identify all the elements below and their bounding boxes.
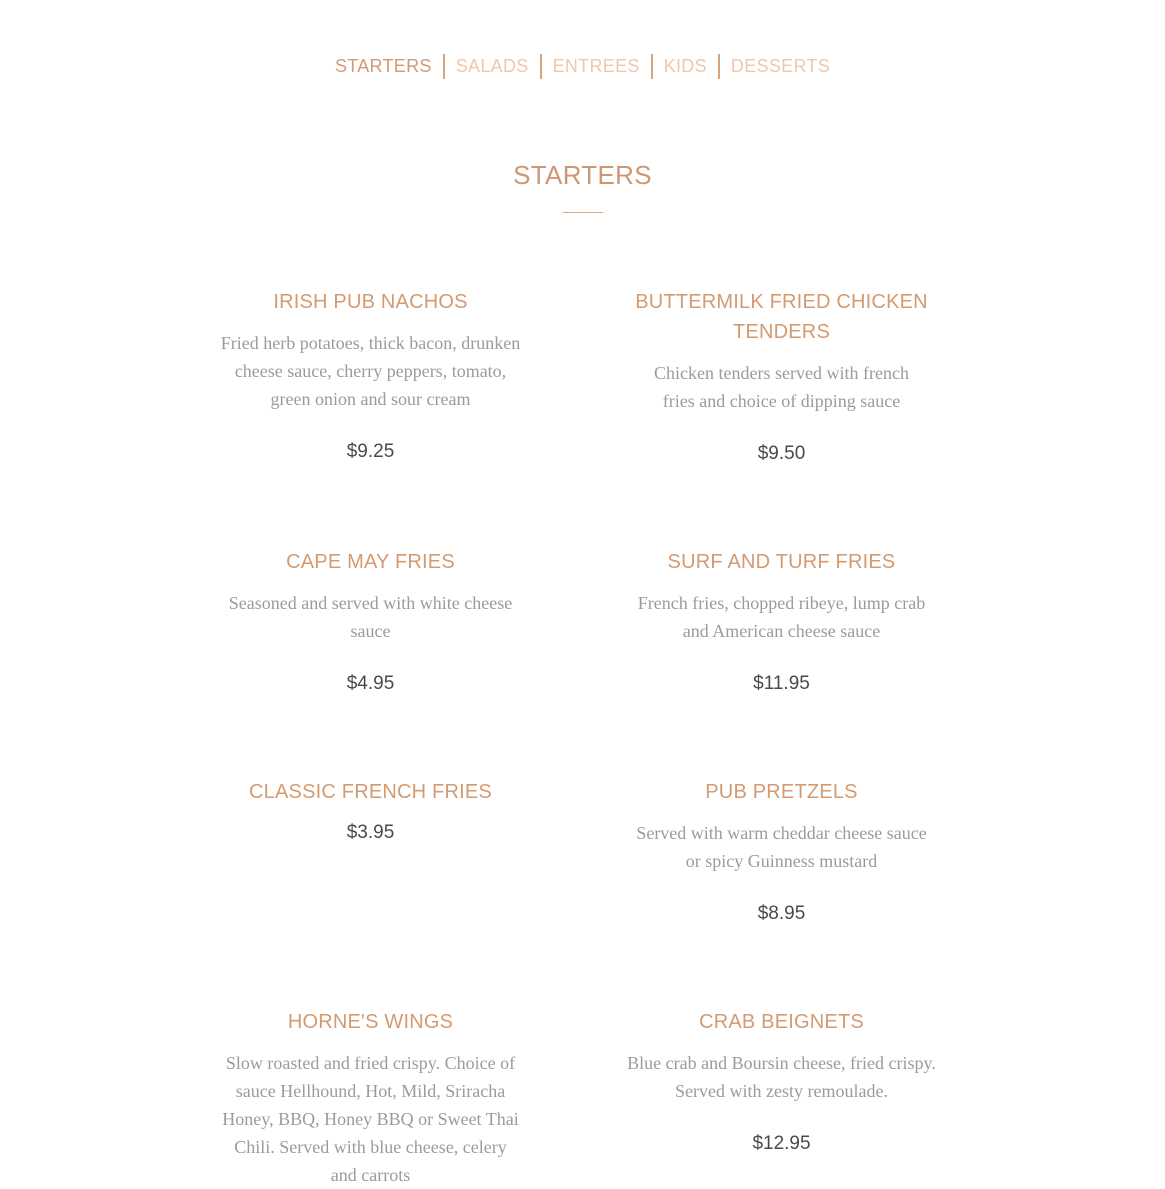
menu-item-name: IRISH PUB NACHOS [273, 291, 468, 313]
menu-item-price: $4.95 [346, 673, 395, 694]
menu-item-pub-pretzels [626, 777, 937, 928]
menu-item-description: Slow roasted and fried crispy. Choice of sauce Hellhound, Hot, Mild, Sriracha Honey, BBQ, Honey BBQ or Sweet Thai Chili. Served with blue cheese, celery and carrots [222, 1053, 519, 1185]
menu-item-cape-may-fries [218, 547, 523, 698]
menu-item-price: $8.95 [757, 903, 806, 924]
menu-item-surf-and-turf-fries [626, 547, 937, 698]
menu-item-description: Chicken tenders served with french fries and choice of dipping sauce [654, 363, 909, 411]
menu-item-description: French fries, chopped ribeye, lump crab and American cheese sauce [637, 593, 926, 641]
menu-item-price: $12.95 [752, 1133, 811, 1154]
menu-item-name: CLASSIC FRENCH FRIES [249, 781, 492, 803]
menu-item-description: Seasoned and served with white cheese sauce [228, 593, 513, 641]
menu-item-description: Served with warm cheddar cheese sauce or spicy Guinness mustard [636, 823, 927, 871]
category-nav [0, 53, 1165, 79]
menu-item-hornes-wings [218, 1007, 523, 1189]
menu-item-classic-french-fries [218, 777, 523, 847]
menu-item-name: CAPE MAY FRIES [286, 551, 455, 573]
nav-tab-salads[interactable]: SALADS [455, 56, 529, 76]
nav-tab-kids[interactable]: KIDS [663, 56, 707, 76]
nav-tab-starters[interactable]: STARTERS [334, 56, 432, 76]
menu-item-crab-beignets [626, 1007, 937, 1158]
menu-item-price: $9.25 [346, 441, 395, 462]
nav-tab-desserts[interactable]: DESSERTS [730, 56, 831, 76]
menu-item-buttermilk-fried-chicken-tenders [626, 287, 937, 468]
menu-item-price: $11.95 [753, 673, 810, 694]
nav-tab-entrees[interactable]: ENTREES [552, 56, 640, 76]
menu-item-price: $9.50 [757, 443, 806, 464]
menu-item-price: $3.95 [346, 822, 395, 843]
menu-item-name: BUTTERMILK FRIED CHICKEN TENDERS [635, 291, 928, 343]
menu-item-name: CRAB BEIGNETS [699, 1011, 864, 1033]
menu-item-irish-pub-nachos [218, 287, 523, 466]
section-title-underline [563, 212, 603, 213]
menu-item-description: Fried herb potatoes, thick bacon, drunken cheese sauce, cherry peppers, tomato, green onion and sour cream [220, 333, 521, 409]
menu-item-description: Blue crab and Boursin cheese, fried crispy. Served with zesty remoulade. [627, 1053, 936, 1101]
menu-item-name: HORNE'S WINGS [287, 1011, 454, 1033]
section-title: STARTERS [513, 160, 652, 190]
menu-item-name: SURF AND TURF FRIES [667, 551, 896, 573]
menu-item-name: PUB PRETZELS [705, 781, 858, 803]
